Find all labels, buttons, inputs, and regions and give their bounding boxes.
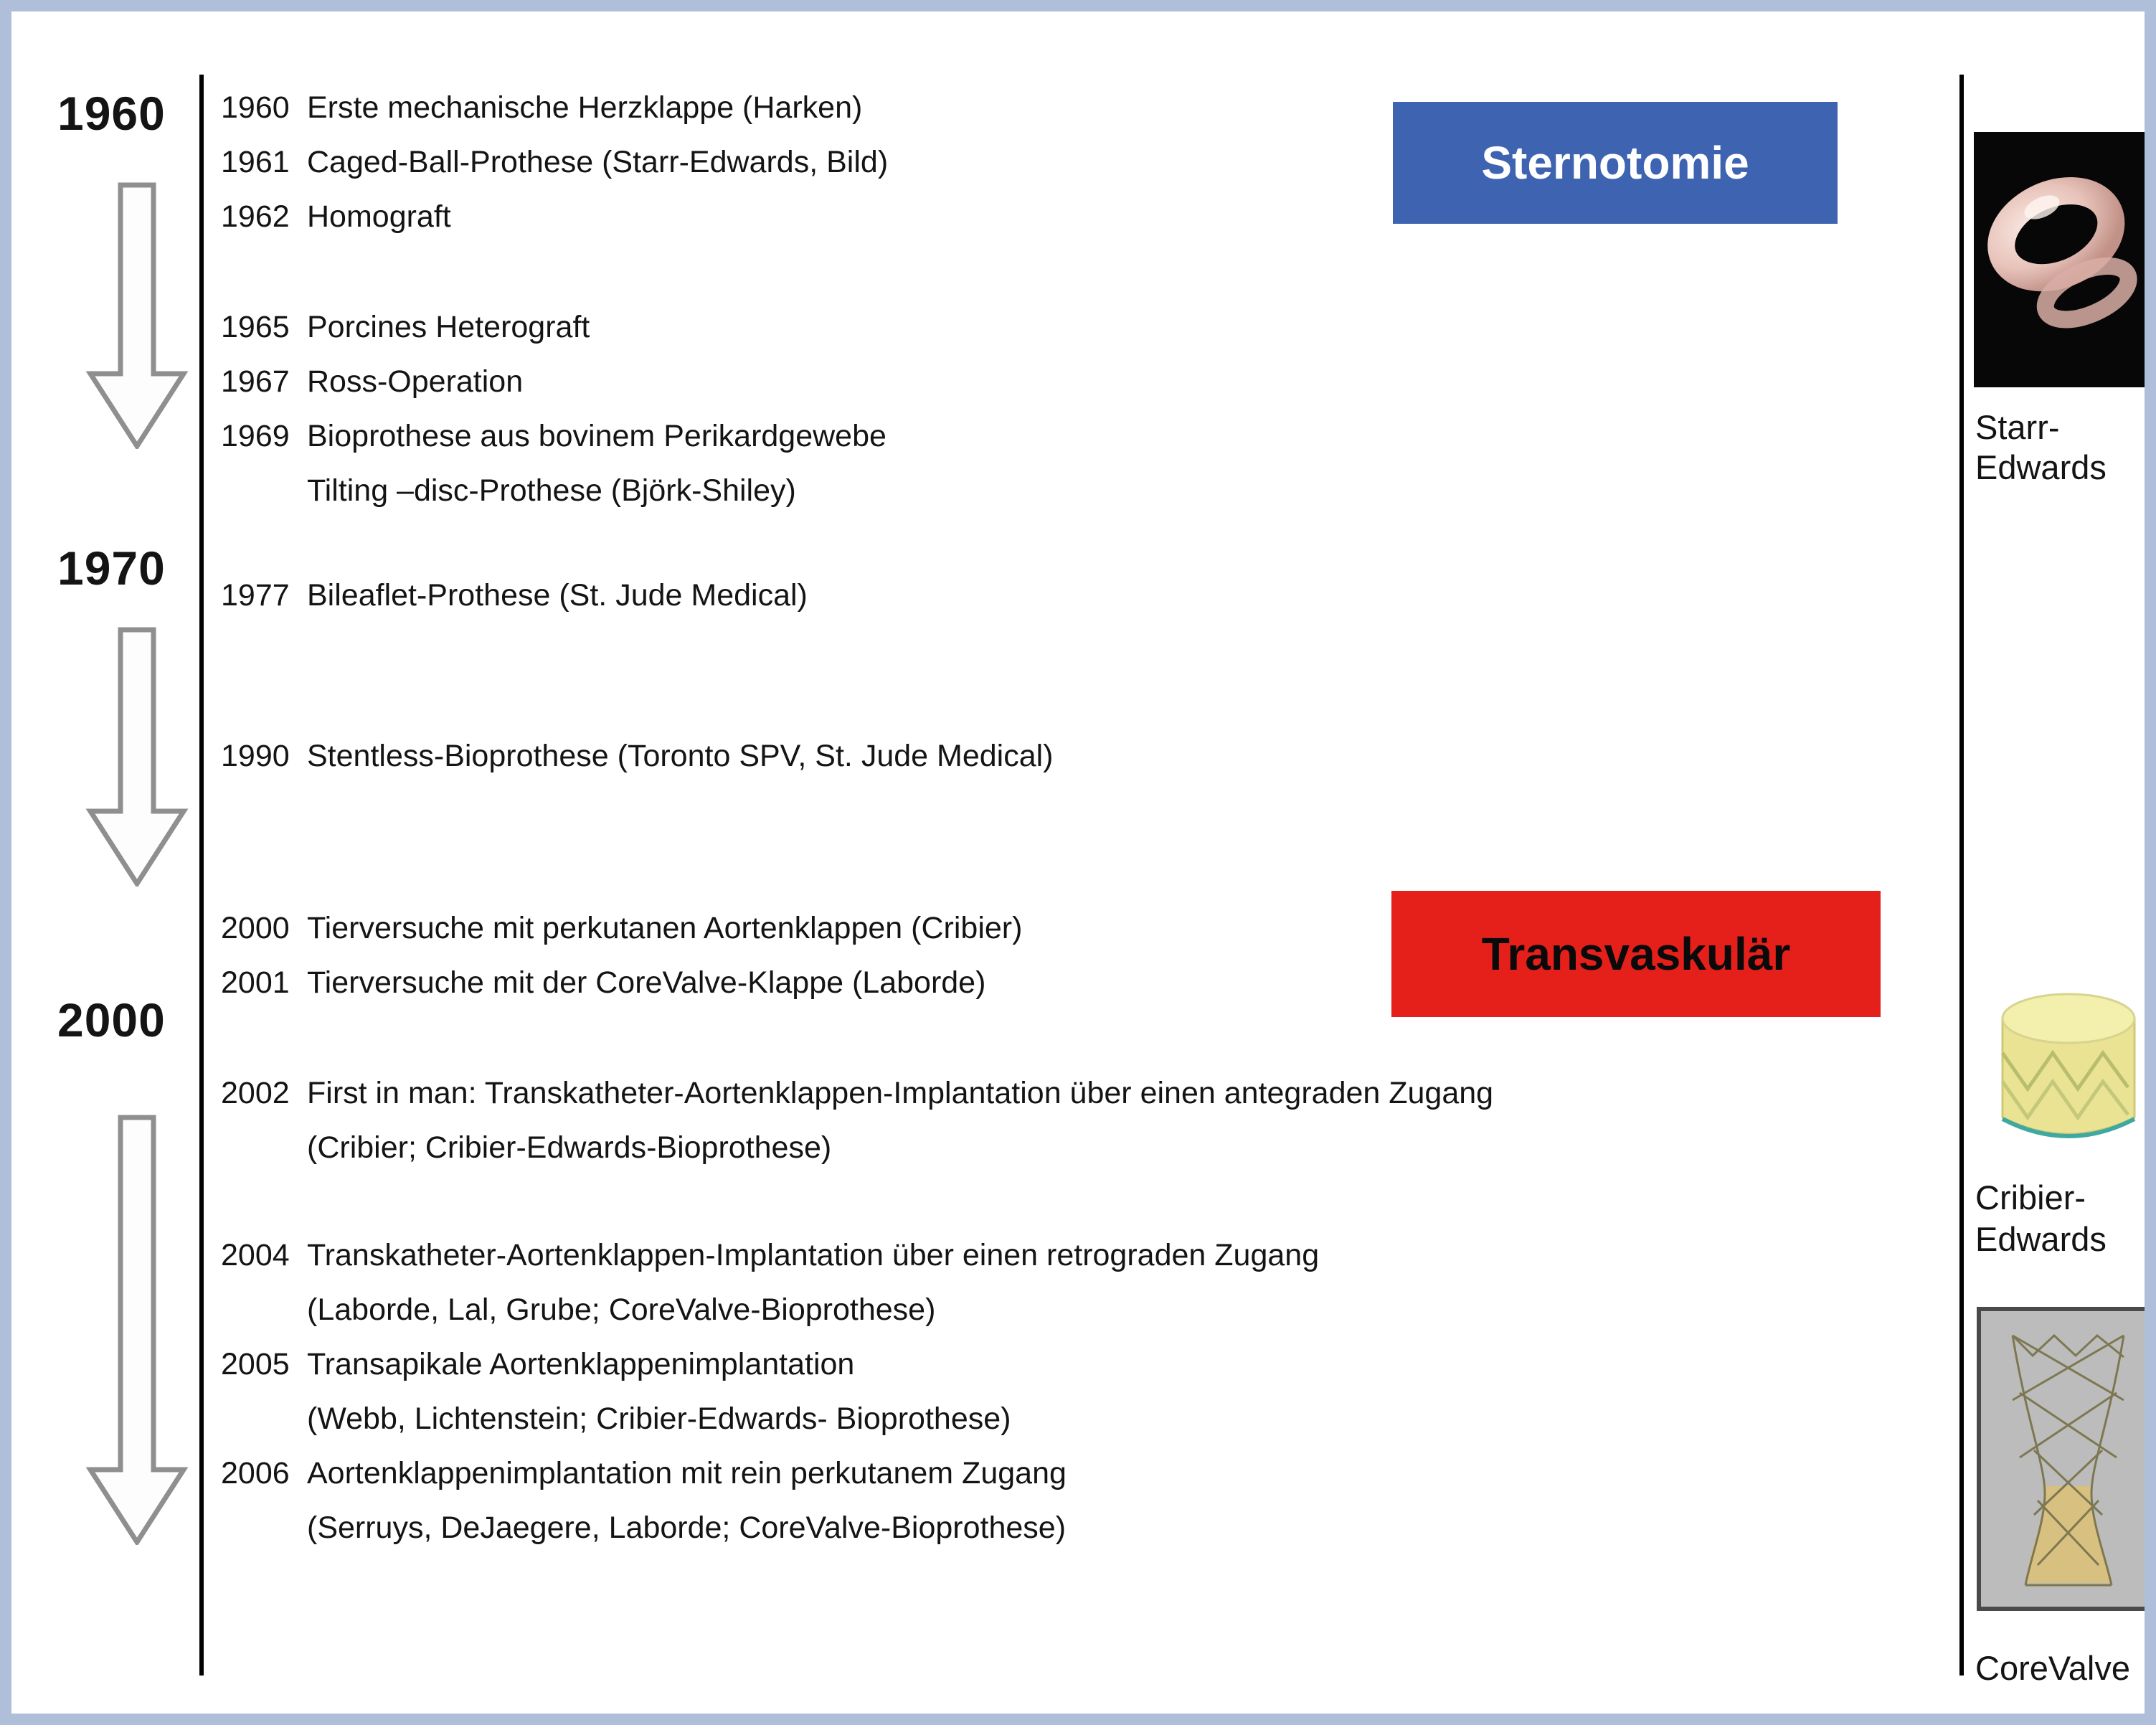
decade-label-1960: 1960: [57, 87, 166, 140]
cribier-edwards-valve-photo: [1988, 981, 2149, 1165]
entry-text: Ross-Operation: [307, 364, 524, 399]
entry-year: 2006: [221, 1456, 290, 1490]
entry-text: Erste mechanische Herzklappe (Harken): [307, 90, 863, 125]
entry-text: Bileaflet-Prothese (St. Jude Medical): [307, 578, 808, 613]
timeline-entry: [221, 300, 1942, 354]
timeline-entry-continuation: [221, 1120, 1942, 1175]
entry-text: First in man: Transkatheter-Aortenklappen-Implantation über einen antegraden Zugang: [307, 1076, 1494, 1110]
entry-text: Bioprothese aus bovinem Perikardgewebe: [307, 419, 886, 453]
starr-edwards-caption: Starr-Edwards: [1975, 408, 2107, 486]
entry-text: Tilting –disc-Prothese (Björk-Shiley): [307, 473, 796, 508]
timeline-entry-continuation: [221, 1500, 1942, 1555]
entry-text: Tierversuche mit der CoreValve-Klappe (Laborde): [307, 965, 986, 1000]
entry-year: 1960: [221, 90, 290, 125]
entry-year: 2001: [221, 965, 290, 1000]
corevalve-valve-photo: [1977, 1307, 2156, 1611]
entry-year: 2005: [221, 1347, 290, 1381]
timeline-entry: [221, 354, 1942, 409]
image-column-divider-line: [1959, 75, 1964, 1676]
entry-text: Caged-Ball-Prothese (Starr-Edwards, Bild): [307, 145, 889, 179]
timeline-entry: [221, 1066, 1942, 1120]
timeline-entries: [221, 80, 1942, 1555]
entry-text: Transapikale Aortenklappenimplantation: [307, 1347, 855, 1381]
cribier-edwards-caption-line1: Cribier-: [1975, 1178, 2086, 1216]
entry-year: 2000: [221, 911, 290, 945]
timeline-entry-continuation: [221, 463, 1942, 518]
decade-label-1970: 1970: [57, 542, 166, 595]
entry-text: (Laborde, Lal, Grube; CoreValve-Bioprothese): [307, 1292, 936, 1327]
timeline-entry: [221, 1337, 1942, 1391]
timeline-entry: [221, 1228, 1942, 1282]
entry-text: (Cribier; Cribier-Edwards-Bioprothese): [307, 1130, 832, 1165]
entry-text: Aortenklappenimplantation mit rein perkutanem Zugang: [307, 1456, 1067, 1490]
entry-year: 1961: [221, 145, 290, 179]
timeline-entry: [221, 1446, 1942, 1500]
starr-edwards-valve-photo: [1974, 132, 2156, 387]
entry-year: 1977: [221, 578, 290, 613]
entry-year: 2002: [221, 1076, 290, 1110]
down-arrow-icon: [83, 182, 191, 449]
cribier-edwards-caption-line2: Edwards: [1975, 1220, 2107, 1258]
timeline-entry: [221, 409, 1942, 463]
entry-year: 1962: [221, 199, 290, 234]
corevalve-caption: CoreValve: [1975, 1649, 2130, 1687]
timeline-entry-continuation: [221, 1282, 1942, 1337]
timeline-entry: [221, 568, 1942, 623]
entry-text: Tierversuche mit perkutanen Aortenklappen (Cribier): [307, 911, 1023, 945]
entry-year: 1990: [221, 739, 290, 773]
entry-text: (Webb, Lichtenstein; Cribier-Edwards- Bioprothese): [307, 1402, 1011, 1436]
decade-label-2000: 2000: [57, 993, 166, 1046]
entry-text: Stentless-Bioprothese (Toronto SPV, St. Jude Medical): [307, 739, 1054, 773]
entry-year: 2004: [221, 1238, 290, 1272]
entry-text: Porcines Heterograft: [307, 310, 590, 344]
down-arrow-icon: [83, 1115, 191, 1545]
entry-year: 1965: [221, 310, 290, 344]
entry-text: (Serruys, DeJaegere, Laborde; CoreValve-Bioprothese): [307, 1511, 1067, 1545]
entry-text: Homograft: [307, 199, 451, 234]
entry-year: 1969: [221, 419, 290, 453]
timeline-entry-continuation: [221, 1391, 1942, 1446]
sternotomie-banner: Sternotomie: [1393, 102, 1838, 224]
timeline-entry: [221, 729, 1942, 783]
down-arrow-icon: [83, 627, 191, 887]
transvaskulaer-banner: Transvaskulär: [1391, 891, 1881, 1017]
entry-year: 1967: [221, 364, 290, 399]
timeline-axis-line: [199, 75, 204, 1676]
entry-text: Transkatheter-Aortenklappen-Implantation über einen retrograden Zugang: [307, 1238, 1320, 1272]
